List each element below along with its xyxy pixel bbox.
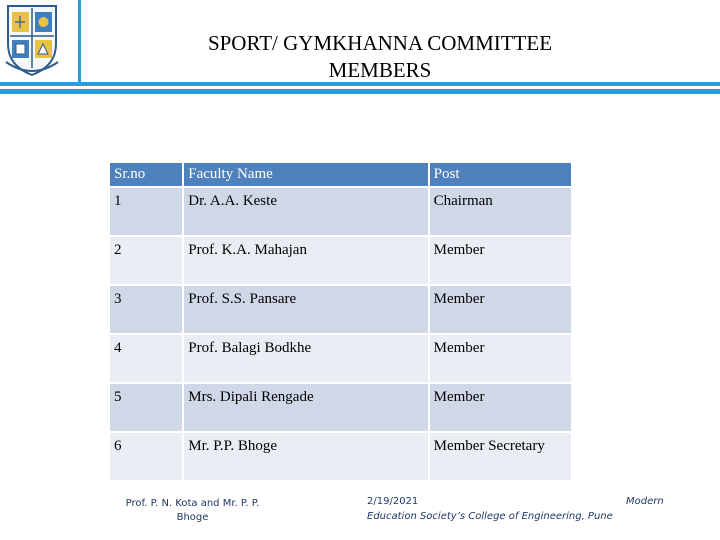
footer-presenters xyxy=(110,497,275,525)
column-header-post: Post xyxy=(429,162,572,187)
footer-presenters-line-1: Prof. P. N. Kota and Mr. P. P. xyxy=(125,498,260,509)
footer-presenters-line-2: Bhoge xyxy=(176,512,209,523)
header-rule-bottom xyxy=(0,89,720,94)
footer-modern: Modern xyxy=(626,496,664,507)
table-header-row xyxy=(109,162,572,187)
cell-srno: 4 xyxy=(109,334,183,383)
table-row xyxy=(109,334,572,383)
cell-post: Chairman xyxy=(429,187,572,236)
cell-srno: 3 xyxy=(109,285,183,334)
cell-post: Member Secretary xyxy=(429,432,572,481)
table-row xyxy=(109,187,572,236)
table-row xyxy=(109,236,572,285)
title-line-2: MEMBERS xyxy=(328,58,432,82)
footer-date: 2/19/2021 xyxy=(367,496,419,507)
column-header-faculty-name: Faculty Name xyxy=(183,162,428,187)
cell-post: Member xyxy=(429,285,572,334)
cell-faculty-name: Mrs. Dipali Rengade xyxy=(183,383,428,432)
college-logo xyxy=(2,2,62,78)
cell-faculty-name: Prof. K.A. Mahajan xyxy=(183,236,428,285)
cell-faculty-name: Prof. S.S. Pansare xyxy=(183,285,428,334)
header-vertical-divider xyxy=(78,0,81,82)
cell-post: Member xyxy=(429,334,572,383)
cell-post: Member xyxy=(429,383,572,432)
table-row xyxy=(109,383,572,432)
cell-srno: 1 xyxy=(109,187,183,236)
page-title xyxy=(130,30,630,84)
cell-srno: 2 xyxy=(109,236,183,285)
cell-srno: 6 xyxy=(109,432,183,481)
title-line-1: SPORT/ GYMKHANNA COMMITTEE xyxy=(207,31,553,55)
cell-post: Member xyxy=(429,236,572,285)
cell-faculty-name: Prof. Balagi Bodkhe xyxy=(183,334,428,383)
cell-srno: 5 xyxy=(109,383,183,432)
column-header-srno: Sr.no xyxy=(109,162,183,187)
committee-table xyxy=(108,161,573,482)
cell-faculty-name: Mr. P.P. Bhoge xyxy=(183,432,428,481)
cell-faculty-name: Dr. A.A. Keste xyxy=(183,187,428,236)
footer-college-name: Education Society’s College of Engineering, Pune xyxy=(367,511,613,522)
table-row xyxy=(109,285,572,334)
table-row xyxy=(109,432,572,481)
